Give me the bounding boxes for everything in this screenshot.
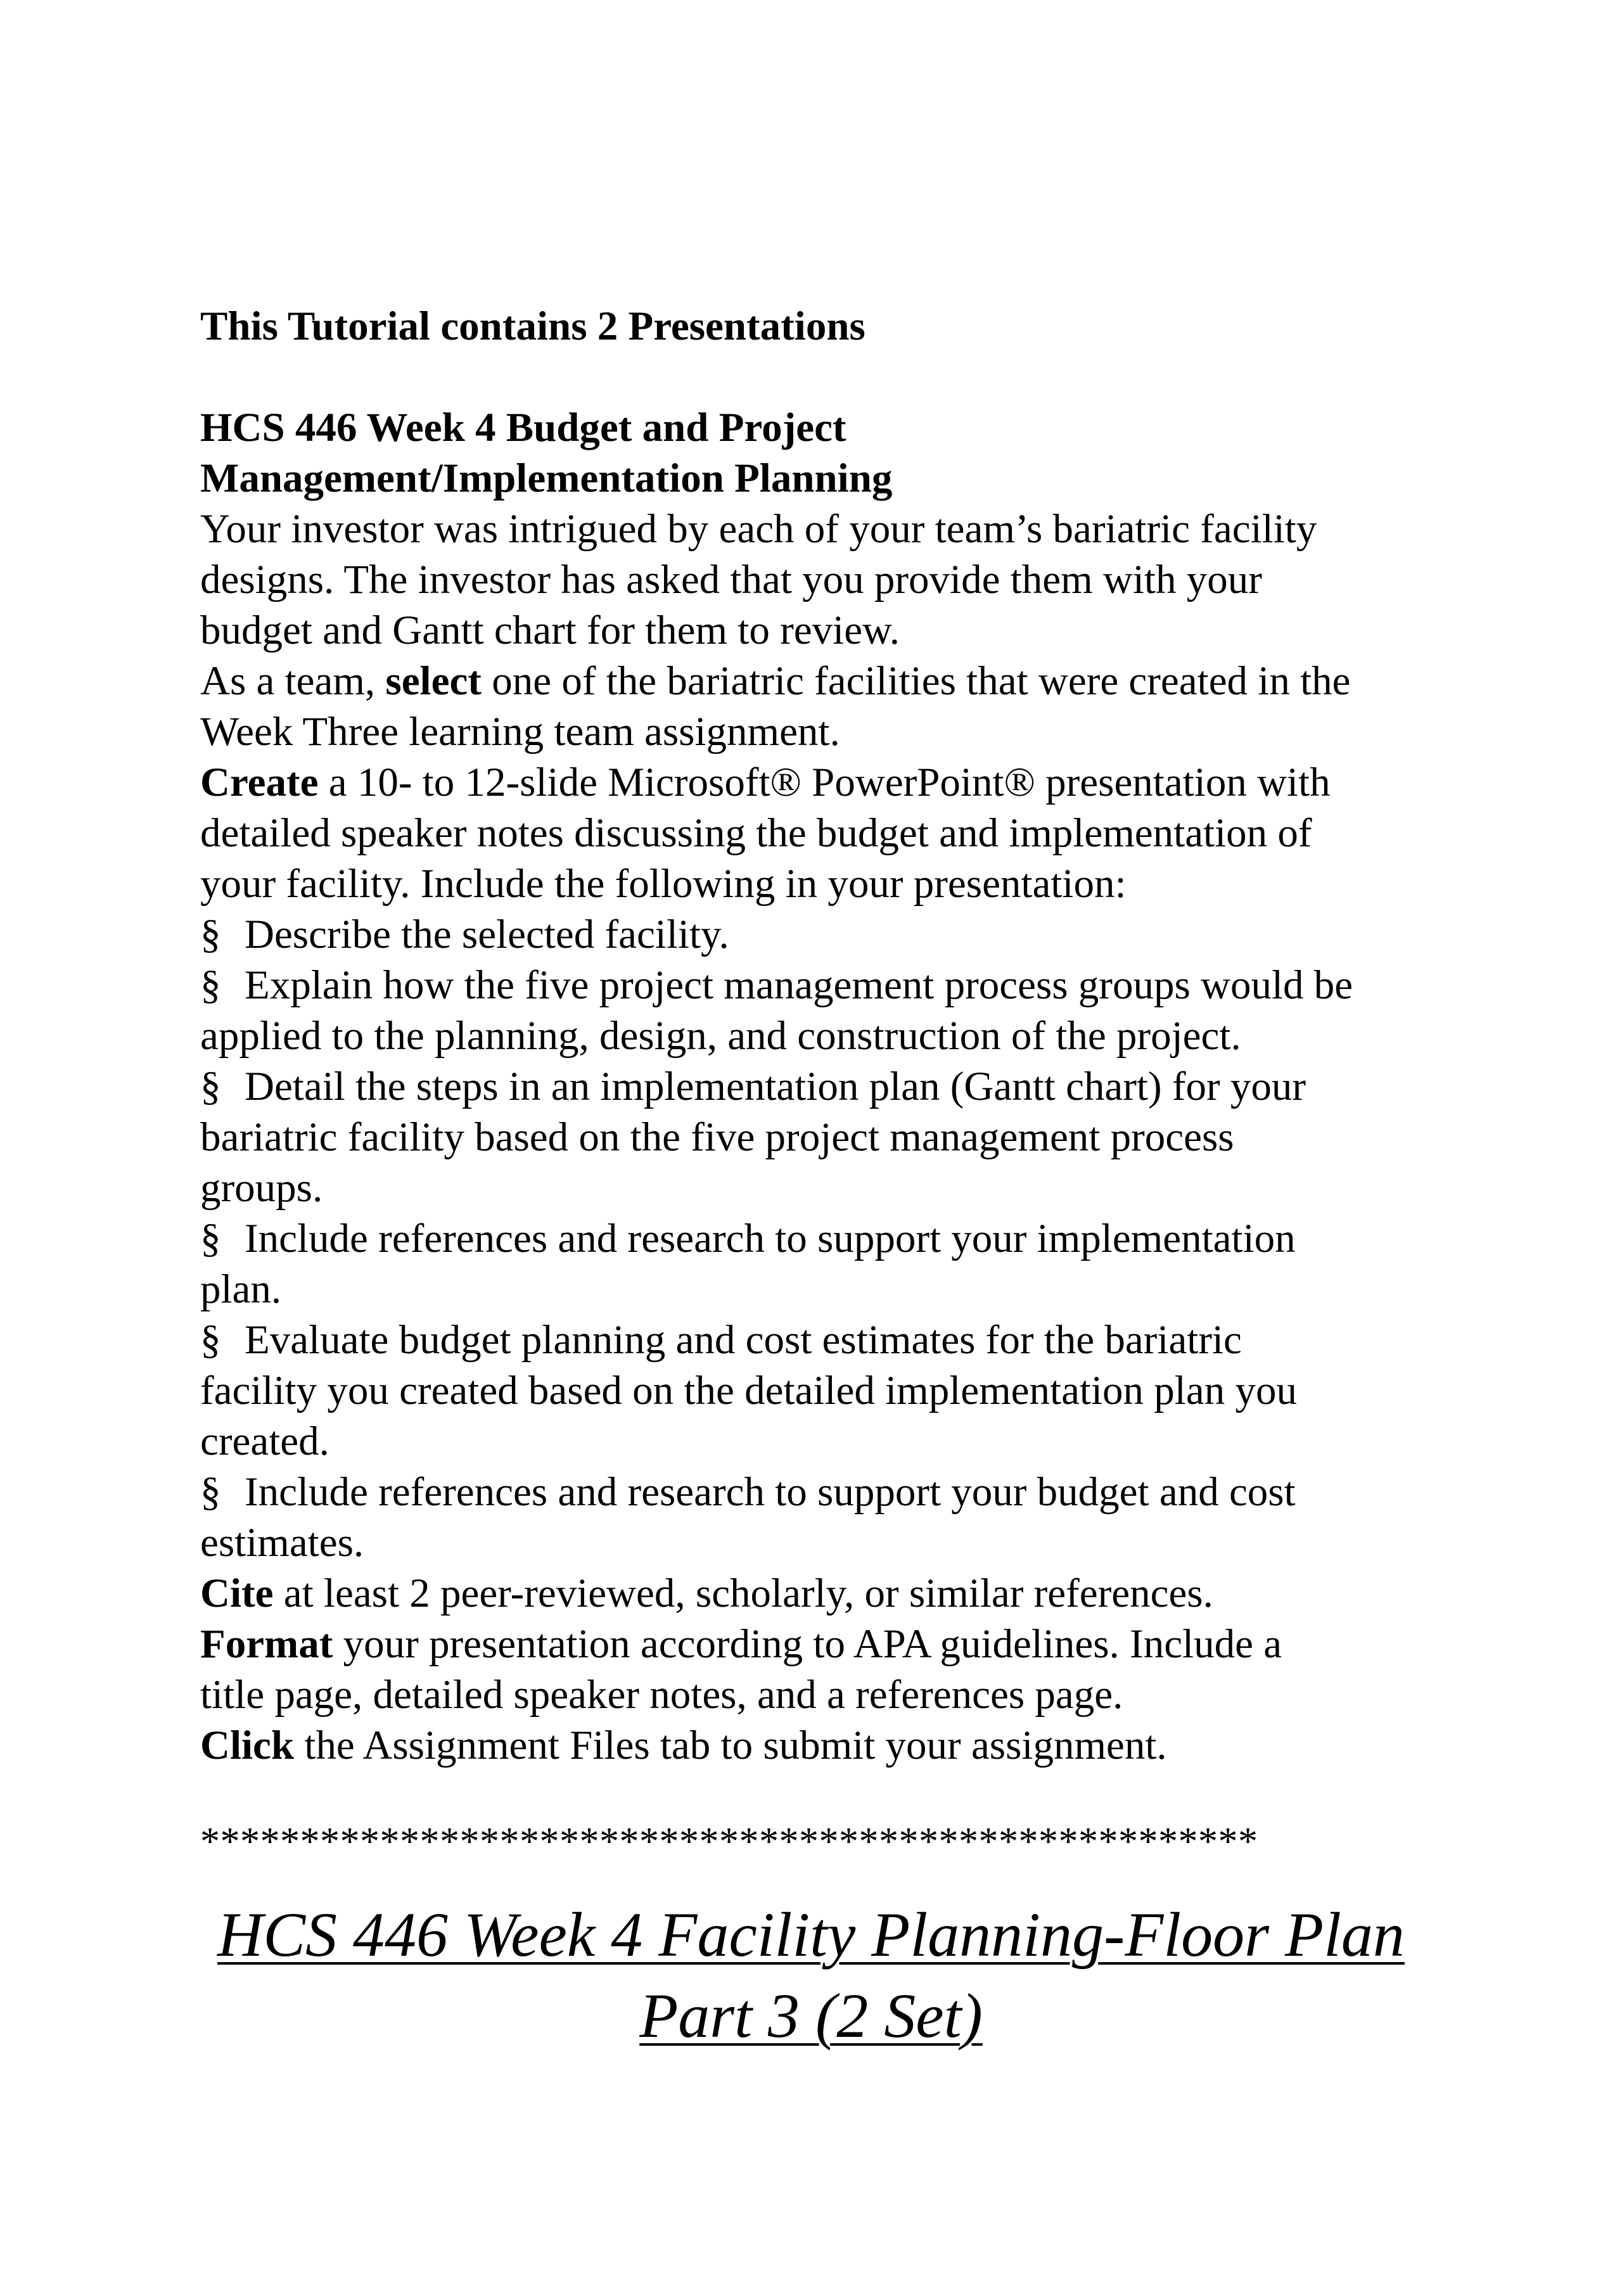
cite-line — [200, 1568, 1467, 1619]
bullet-text: Explain how the five project management process groups would be — [245, 962, 1353, 1008]
section2-title-line1[interactable]: HCS 446 Week 4 Facility Planning-Floor Plan — [217, 1899, 1405, 1970]
click-line — [200, 1720, 1467, 1771]
bullet-text: Include references and research to support your implementation — [245, 1216, 1296, 1261]
intro-paragraph-line: Your investor was intrigued by each of your team’s bariatric facility — [200, 506, 1317, 552]
select-paragraph-line2: Week Three learning team assignment. — [200, 709, 840, 755]
intro-paragraph-line: designs. The investor has asked that you provide them with your — [200, 557, 1262, 603]
select-paragraph-line1 — [200, 656, 1467, 706]
section1-title-line1: HCS 446 Week 4 Budget and Project — [200, 405, 846, 450]
bullet-text: Evaluate budget planning and cost estimates for the bariatric — [245, 1317, 1242, 1363]
bullet-continuation: applied to the planning, design, and construction of the project. — [200, 1013, 1241, 1059]
format-rest: your presentation according to APA guidelines. Include a — [333, 1621, 1282, 1667]
cite-rest: at least 2 peer-reviewed, scholarly, or similar references. — [273, 1571, 1213, 1616]
section2-title[interactable] — [0, 1894, 1622, 2057]
format-keyword: Format — [200, 1621, 333, 1667]
intro-heading: This Tutorial contains 2 Presentations — [200, 303, 865, 349]
select-prefix: As a team, — [200, 658, 386, 704]
bullet-item — [200, 1213, 1467, 1264]
intro-paragraph-line: budget and Gantt chart for them to review. — [200, 608, 900, 653]
click-keyword: Click — [200, 1723, 295, 1768]
create-paragraph-line2: detailed speaker notes discussing the budget and implementation of — [200, 810, 1312, 856]
bullet-text: Detail the steps in an implementation plan (Gantt chart) for your — [245, 1064, 1306, 1109]
create-paragraph-line3: your facility. Include the following in your presentation: — [200, 861, 1127, 907]
create-paragraph-line1 — [200, 757, 1467, 808]
bullet-continuation: facility you created based on the detailed implementation plan you — [200, 1368, 1297, 1413]
section-sign-icon: § — [200, 1469, 221, 1515]
bullet-text: Describe the selected facility. — [245, 912, 729, 957]
cite-keyword: Cite — [200, 1571, 274, 1616]
section-sign-icon: § — [200, 1317, 221, 1363]
bullet-continuation: groups. — [200, 1165, 323, 1211]
section-sign-icon: § — [200, 1216, 221, 1261]
click-rest: the Assignment Files tab to submit your assignment. — [294, 1723, 1167, 1768]
document-body — [200, 301, 1467, 1771]
create-rest: a 10- to 12-slide Microsoft® PowerPoint® presentation with — [318, 760, 1331, 805]
bullet-item — [200, 1315, 1467, 1365]
section1-title-line2: Management/Implementation Planning — [200, 456, 893, 501]
bullet-continuation: bariatric facility based on the five project management process — [200, 1114, 1234, 1160]
separator-line: ***************************************************** — [200, 1820, 1258, 1863]
section-sign-icon: § — [200, 912, 221, 957]
bullet-item — [200, 1467, 1467, 1517]
bullet-continuation: plan. — [200, 1266, 282, 1312]
section-sign-icon: § — [200, 1064, 221, 1109]
bullet-item — [200, 909, 1467, 960]
select-keyword: select — [385, 658, 482, 704]
select-rest: one of the bariatric facilities that were created in the — [481, 658, 1351, 704]
bullet-continuation: estimates. — [200, 1520, 364, 1566]
section2-title-line2[interactable]: Part 3 (2 Set) — [639, 1980, 983, 2051]
section-sign-icon: § — [200, 962, 221, 1008]
format-line2: title page, detailed speaker notes, and a references page. — [200, 1672, 1123, 1718]
bullet-item — [200, 960, 1467, 1011]
create-keyword: Create — [200, 760, 319, 805]
bullet-text: Include references and research to support your budget and cost — [245, 1469, 1296, 1515]
bullet-continuation: created. — [200, 1419, 329, 1464]
format-line1 — [200, 1619, 1467, 1669]
blank-line — [200, 352, 1467, 402]
bullet-item — [200, 1061, 1467, 1112]
